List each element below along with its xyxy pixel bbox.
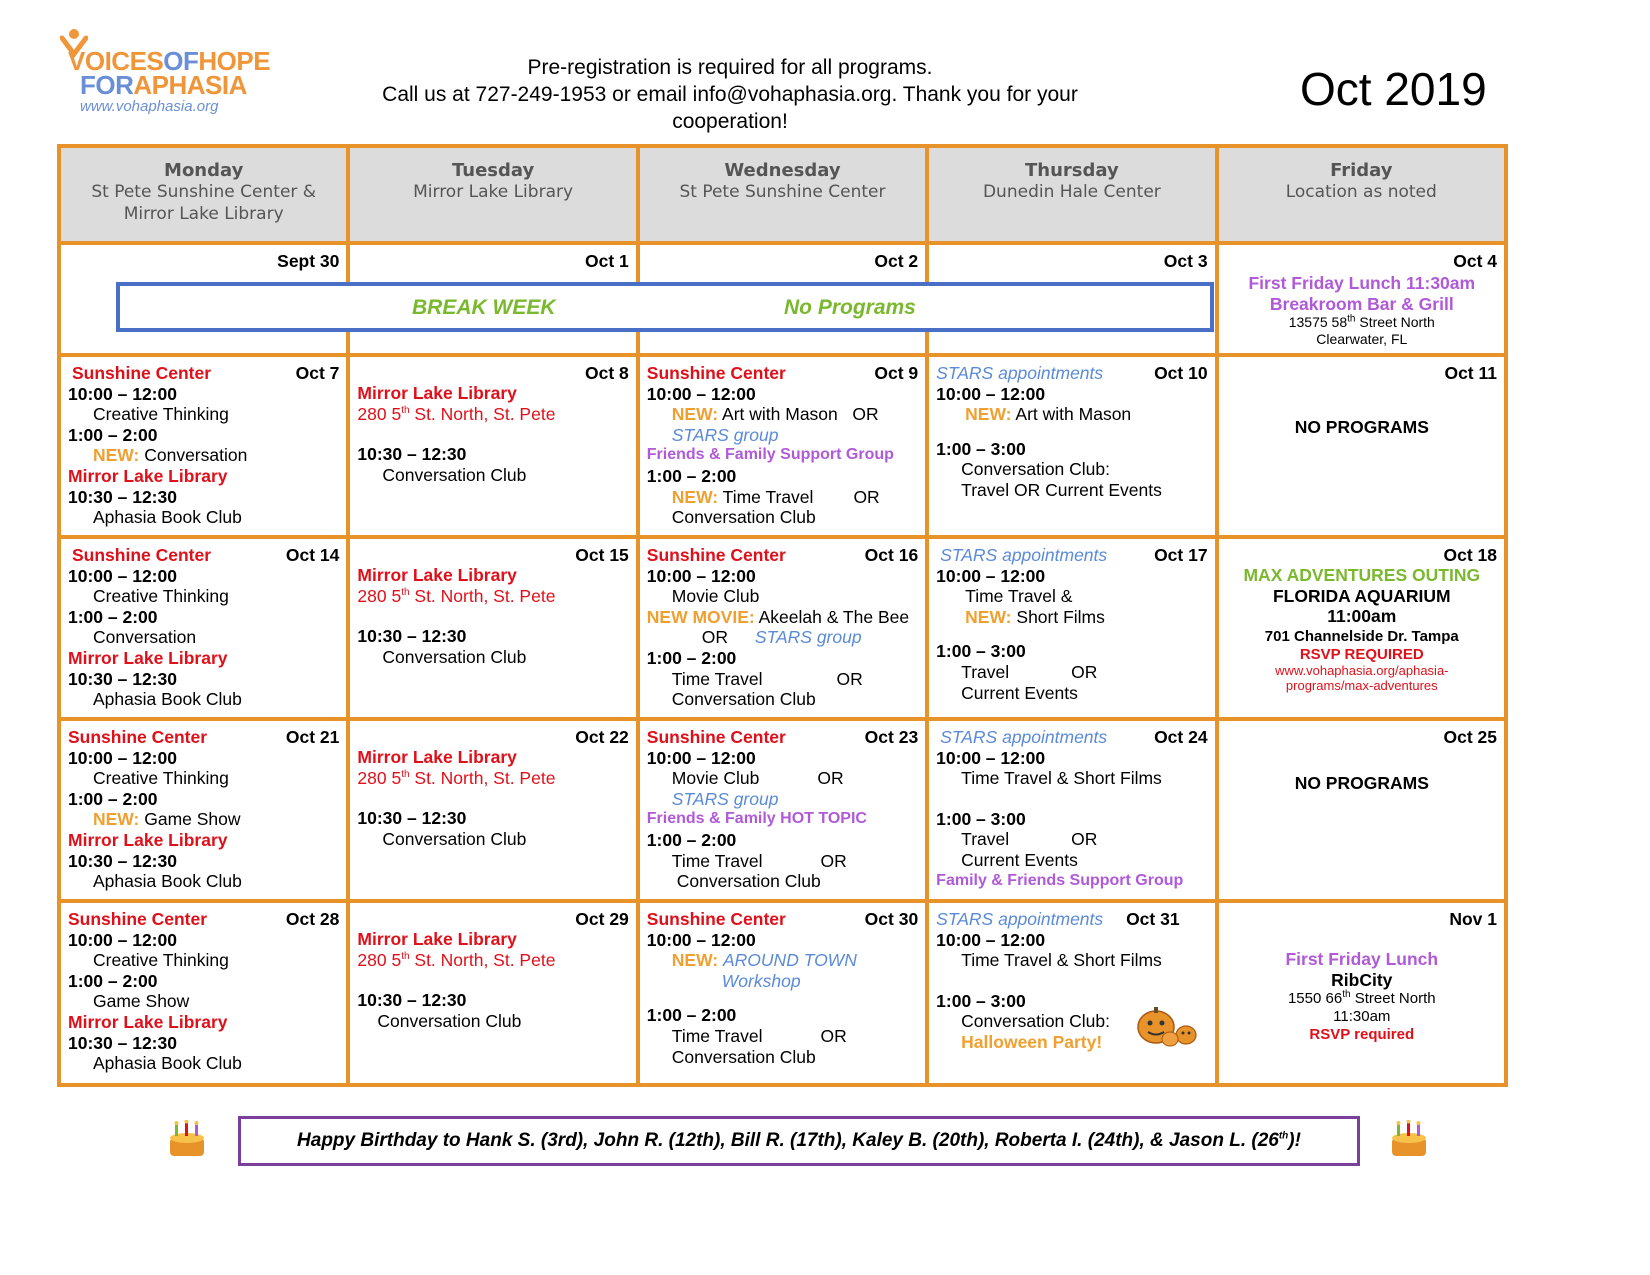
header-tuesday: Tuesday Mirror Lake Library	[348, 146, 637, 243]
day-date: Oct 7	[295, 363, 340, 383]
month-title: Oct 2019	[1300, 63, 1487, 115]
day-cell: Oct 28 Sunshine Center 10:00 – 12:00 Creative Thinking 1:00 – 2:00 Game Show Mirror Lake Library 10:30 – 12:30 Aphasia Book Club	[59, 901, 348, 1085]
week-row	[59, 719, 1506, 901]
day-cell: Oct 18 MAX ADVENTURES OUTING FLORIDA AQUARIUM 11:00am 701 Channelside Dr. Tampa RSVP REQUIRED www.vohaphasia.org/aphasia- programs/max-adventures	[1217, 537, 1506, 719]
day-cell	[1217, 719, 1506, 901]
break-week-banner	[116, 282, 1214, 332]
day-cell: Oct 22 Mirror Lake Library 280 5th St. North, St. Pete 10:30 – 12:30 Conversation Club	[348, 719, 637, 901]
day-date: Oct 17	[1154, 545, 1208, 565]
no-programs-label: No Programs	[784, 296, 916, 319]
pumpkins-icon	[1134, 999, 1198, 1047]
day-cell: Oct 14 Sunshine Center 10:00 – 12:00 Creative Thinking 1:00 – 2:00 Conversation Mirror Lake Library 10:30 – 12:30 Aphasia Book Club	[59, 537, 348, 719]
day-cell: Oct 7 Sunshine Center 10:00 – 12:00 Creative Thinking 1:00 – 2:00 NEW: Conversation Mirror Lake Library 10:30 – 12:30 Aphasia Book Club	[59, 355, 348, 537]
no-programs: NO PROGRAMS	[1294, 773, 1429, 793]
day-date: Oct 1	[585, 251, 629, 271]
day-cell: Oct 8 Mirror Lake Library 280 5th St. North, St. Pete 10:30 – 12:30 Conversation Club	[348, 355, 637, 537]
birthday-cake-icon	[1388, 1120, 1430, 1160]
day-date: Oct 25	[1443, 727, 1497, 747]
day-date: Oct 2	[874, 251, 919, 271]
day-date: Oct 3	[1163, 251, 1208, 271]
day-cell: Oct 21 Sunshine Center 10:00 – 12:00 Creative Thinking 1:00 – 2:00 NEW: Game Show Mirror Lake Library 10:30 – 12:30 Aphasia Book Club	[59, 719, 348, 901]
day-date: Oct 11	[1444, 363, 1497, 383]
header-thursday: Thursday Dunedin Hale Center	[927, 146, 1216, 243]
day-date: Oct 21	[285, 727, 340, 747]
registration-notice	[340, 54, 1120, 135]
week-row	[59, 901, 1506, 1085]
day-date: Sept 30	[277, 251, 340, 271]
day-cell	[1217, 355, 1506, 537]
event-title: First Friday Lunch 11:30am	[1248, 273, 1476, 293]
header-wednesday: Wednesday St Pete Sunshine Center	[638, 146, 927, 243]
day-cell: Oct 31 STARS appointments 10:00 – 12:00 Time Travel & Short Films 1:00 – 3:00 Conversation Club: Halloween Party!	[927, 901, 1216, 1085]
day-date: Oct 10	[1154, 363, 1208, 383]
day-date: Oct 16	[864, 545, 919, 565]
day-cell	[1217, 243, 1506, 355]
notice-line2: Call us at 727-249-1953 or email info@vohaphasia.org. Thank you for your cooperation!	[382, 83, 1078, 133]
logo	[60, 28, 290, 118]
birthday-cake-icon	[166, 1120, 208, 1160]
day-cell: Oct 16 Sunshine Center 10:00 – 12:00 Movie Club NEW MOVIE: Akeelah & The Bee OR STARS group 1:00 – 2:00 Time Travel OR Conversation Club	[638, 537, 927, 719]
event-venue: Breakroom Bar & Grill	[1269, 293, 1454, 314]
day-cell: Oct 17 STARS appointments 10:00 – 12:00 Time Travel & NEW: Short Films 1:00 – 3:00 Travel OR Current Events	[927, 537, 1216, 719]
day-cell: Oct 23 Sunshine Center 10:00 – 12:00 Movie Club OR STARS group Friends & Family HOT TOPIC 1:00 – 2:00 Time Travel OR Conversation Club	[638, 719, 927, 901]
break-week-label: BREAK WEEK	[412, 296, 556, 319]
day-date: Oct 18	[1443, 545, 1497, 565]
day-cell: Nov 1 First Friday Lunch RibCity 1550 66th Street North 11:30am RSVP required	[1217, 901, 1506, 1085]
logo-text-line2: FORAPHASIA	[80, 70, 247, 100]
logo-text-line1: VOICESOFHOPE	[68, 46, 271, 76]
day-cell: Oct 9 Sunshine Center 10:00 – 12:00 NEW: Art with Mason OR STARS group Friends & Family Support Group 1:00 – 2:00 NEW: Time Travel OR Conversation Club	[638, 355, 927, 537]
day-cell: Oct 30 Sunshine Center 10:00 – 12:00 NEW: AROUND TOWN Workshop 1:00 – 2:00 Time Travel OR Conversation Club	[638, 901, 927, 1085]
day-date: Oct 14	[285, 545, 340, 565]
week-row	[59, 537, 1506, 719]
day-date: Oct 30	[864, 909, 919, 929]
week-row	[59, 355, 1506, 537]
event-address: 13575 58th Street North	[1288, 313, 1435, 331]
event-city: Clearwater, FL	[1316, 331, 1408, 348]
day-date: Oct 29	[575, 909, 629, 929]
day-date: Oct 24	[1154, 727, 1208, 747]
day-date: Oct 4	[1453, 251, 1497, 271]
header-monday: Monday St Pete Sunshine Center & Mirror Lake Library	[59, 146, 348, 243]
day-date: Nov 1	[1449, 909, 1497, 929]
logo-url: www.vohaphasia.org	[80, 98, 219, 115]
notice-line1: Pre-registration is required for all programs.	[527, 56, 933, 79]
header-friday: Friday Location as noted	[1217, 146, 1506, 243]
day-cell: Oct 10 STARS appointments 10:00 – 12:00 NEW: Art with Mason 1:00 – 3:00 Conversation Club: Travel OR Current Events	[927, 355, 1216, 537]
day-date: Oct 8	[585, 363, 629, 383]
day-cell: Oct 29 Mirror Lake Library 280 5th St. North, St. Pete 10:30 – 12:30 Conversation Club	[348, 901, 637, 1085]
day-date: Oct 15	[575, 545, 629, 565]
header-row	[59, 146, 1506, 243]
day-date: Oct 23	[864, 727, 919, 747]
day-date: Oct 9	[874, 363, 919, 383]
no-programs: NO PROGRAMS	[1294, 417, 1429, 437]
day-date: Oct 31	[1126, 909, 1180, 929]
day-cell: Oct 24 STARS appointments 10:00 – 12:00 Time Travel & Short Films 1:00 – 3:00 Travel OR Current Events Family & Friends Support Group	[927, 719, 1216, 901]
day-cell: Oct 15 Mirror Lake Library 280 5th St. North, St. Pete 10:30 – 12:30 Conversation Club	[348, 537, 637, 719]
birthday-banner: Happy Birthday to Hank S. (3rd), John R. (12th), Bill R. (17th), Kaley B. (20th), Roberta I. (24th), & Jason L. (26th)!	[238, 1116, 1360, 1166]
day-date: Oct 22	[575, 727, 629, 747]
day-date: Oct 28	[285, 909, 340, 929]
